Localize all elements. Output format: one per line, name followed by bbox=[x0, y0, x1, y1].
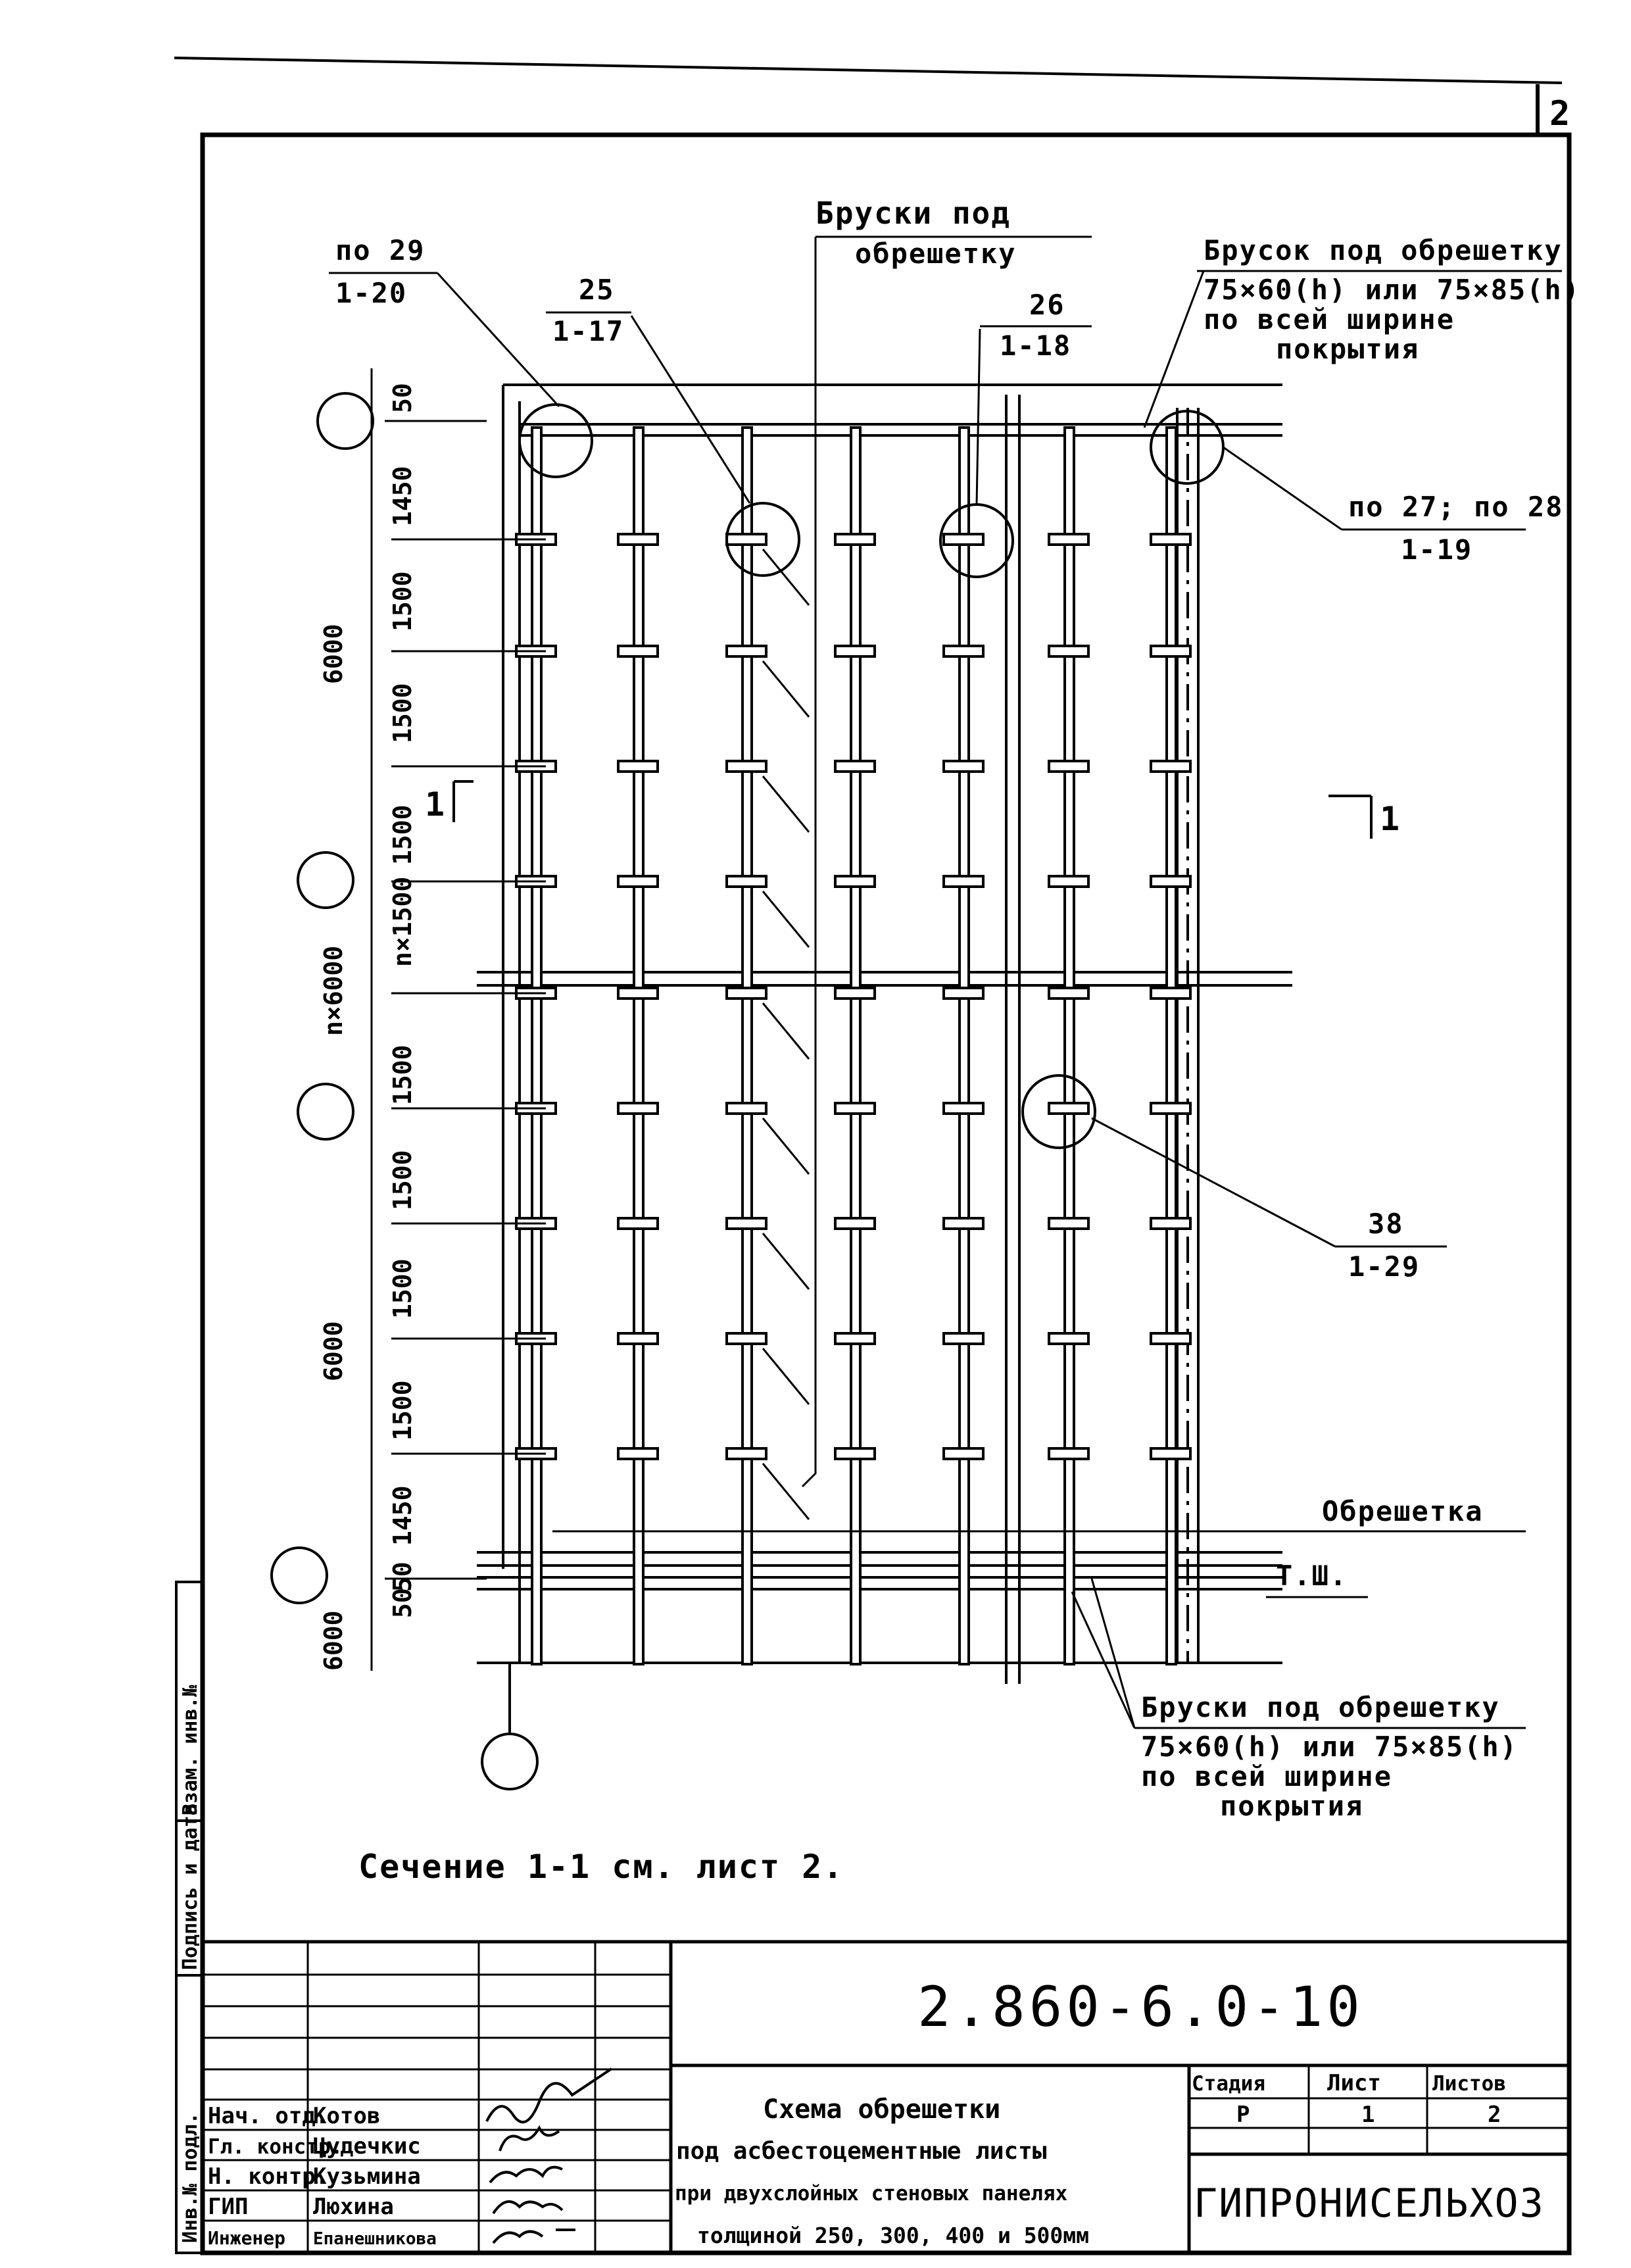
rafter-6 bbox=[1167, 428, 1176, 1664]
dim-label-6: 1500 bbox=[388, 1045, 417, 1105]
dim-label-8: 1500 bbox=[388, 1258, 417, 1319]
batten-stub-1-1 bbox=[618, 646, 658, 656]
role-gl-konstr: Гл. констр. bbox=[208, 2135, 343, 2159]
batten-stub-4-3 bbox=[835, 988, 875, 998]
role-gip: ГИП bbox=[208, 2194, 249, 2220]
label-bruski-pod-sub: обрешетку bbox=[855, 237, 1017, 270]
rafter-4 bbox=[960, 428, 969, 1664]
batten-stub-6-2 bbox=[727, 1218, 766, 1229]
callout-c5-num: 38 bbox=[1368, 1208, 1404, 1240]
batten-stub-8-5 bbox=[1049, 1448, 1088, 1459]
batten-stub-5-6 bbox=[1151, 1103, 1190, 1114]
dim-label-5: n×1500 bbox=[388, 876, 417, 967]
role-inzhener: Инженер bbox=[208, 2227, 286, 2249]
dim-label-2: 1500 bbox=[388, 571, 417, 631]
dim-left-label-1: n×6000 bbox=[319, 945, 348, 1036]
batten-stub-6-1 bbox=[618, 1218, 658, 1229]
batten-stub-7-6 bbox=[1151, 1333, 1190, 1344]
batten-stub-3-6 bbox=[1151, 876, 1190, 887]
leader-c1 bbox=[437, 273, 559, 407]
sheet-frame bbox=[174, 58, 1569, 2253]
callout-c1 bbox=[329, 234, 437, 309]
rafter-5 bbox=[1065, 428, 1074, 1664]
stage-header: Стадия bbox=[1192, 2072, 1265, 2096]
section-mark-left bbox=[425, 781, 474, 824]
label-bruski-bottom-line3: по всей ширине bbox=[1141, 1760, 1393, 1792]
label-bruski-bottom-line2: 75×60(h) или 75×85(h) bbox=[1141, 1731, 1519, 1763]
batten-stub-1-5 bbox=[1049, 646, 1088, 656]
batten-stub-8-4 bbox=[944, 1448, 983, 1459]
sheet-value: 1 bbox=[1361, 2102, 1375, 2128]
detail-circle-0 bbox=[520, 405, 592, 477]
leader-c5 bbox=[1092, 1118, 1335, 1246]
dim-label-1: 1450 bbox=[388, 466, 417, 526]
label-brusok-top bbox=[1197, 234, 1580, 365]
signatures bbox=[487, 2069, 612, 2243]
stage-value: Р bbox=[1236, 2102, 1250, 2128]
role-nach-otd: Нач. отд. bbox=[208, 2103, 329, 2129]
name-lyukhina: Люхина bbox=[313, 2194, 394, 2220]
dim-label-3: 1500 bbox=[388, 683, 417, 743]
leader-brusok bbox=[1144, 271, 1204, 428]
batten-stub-4-5 bbox=[1049, 988, 1088, 998]
batten-stub-0-3 bbox=[835, 534, 875, 545]
name-kotov: Котов bbox=[313, 2103, 381, 2129]
title-line-1: Схема обрешетки bbox=[763, 2094, 1001, 2125]
batten-stub-1-4 bbox=[944, 646, 983, 656]
batten-purlins bbox=[516, 428, 1190, 1664]
callout-c4-num: по 27; по 28 bbox=[1348, 491, 1564, 523]
batten-stub-7-2 bbox=[727, 1333, 766, 1344]
batten-stub-2-6 bbox=[1151, 761, 1190, 772]
name-tsudechkis: Цудечкис bbox=[313, 2133, 421, 2159]
title-block-signatories bbox=[208, 2103, 437, 2249]
label-brusok-line3: по всей ширине bbox=[1204, 303, 1455, 335]
batten-stub-0-6 bbox=[1151, 534, 1190, 545]
callout-c3 bbox=[980, 289, 1092, 362]
title-line-3: при двухслойных стеновых панелях bbox=[675, 2182, 1068, 2206]
label-brusok-line1: Брусок под обрешетку bbox=[1204, 234, 1563, 266]
sheets-header: Листов bbox=[1432, 2072, 1506, 2096]
batten-stub-8-2 bbox=[727, 1448, 766, 1459]
batten-stub-4-6 bbox=[1151, 988, 1190, 998]
label-bruski-bottom-line4: покрытия bbox=[1220, 1790, 1364, 1822]
batten-stub-5-4 bbox=[944, 1103, 983, 1114]
rafter-0 bbox=[532, 428, 541, 1664]
batten-stub-5-1 bbox=[618, 1103, 658, 1114]
batten-stub-7-1 bbox=[618, 1333, 658, 1344]
axis-circle-1 bbox=[298, 852, 353, 908]
dim-label-9: 1500 bbox=[388, 1380, 417, 1441]
batten-stub-0-4 bbox=[944, 534, 983, 545]
callout-c1-den: 1-20 bbox=[335, 277, 408, 309]
batten-stub-0-1 bbox=[618, 534, 658, 545]
callout-c2 bbox=[546, 274, 631, 347]
leader-branch-6 bbox=[763, 1233, 809, 1289]
dimension-labels bbox=[319, 383, 417, 1671]
dim-label-7: 1500 bbox=[388, 1150, 417, 1210]
batten-stub-3-4 bbox=[944, 876, 983, 887]
title-block-code: 2.860-6.0-10 bbox=[917, 1975, 1364, 2039]
batten-stub-2-5 bbox=[1049, 761, 1088, 772]
batten-stub-7-5 bbox=[1049, 1333, 1088, 1344]
label-brusok-line2: 75×60(h) или 75×85(h) bbox=[1204, 274, 1581, 306]
leader-c3 bbox=[977, 329, 980, 505]
batten-stub-4-4 bbox=[944, 988, 983, 998]
label-bruski-bottom bbox=[1134, 1691, 1526, 1822]
callout-c2-den: 1-17 bbox=[552, 315, 625, 347]
batten-stub-0-5 bbox=[1049, 534, 1088, 545]
leader-branch-4 bbox=[763, 1003, 809, 1059]
axis-circle-0 bbox=[318, 393, 373, 449]
batten-stub-2-1 bbox=[618, 761, 658, 772]
batten-stub-1-3 bbox=[835, 646, 875, 656]
batten-stub-6-6 bbox=[1151, 1218, 1190, 1229]
batten-stub-3-3 bbox=[835, 876, 875, 887]
callout-c5 bbox=[1335, 1208, 1447, 1283]
dim-left-label-3: 6000 bbox=[319, 1610, 348, 1671]
sheet-header: Лист bbox=[1327, 2070, 1381, 2096]
batten-stub-1-2 bbox=[727, 646, 766, 656]
leader-bottom-1 bbox=[1072, 1592, 1134, 1728]
batten-stub-5-5 bbox=[1049, 1103, 1088, 1114]
batten-stub-6-5 bbox=[1049, 1218, 1088, 1229]
rafter-3 bbox=[851, 428, 860, 1664]
batten-stub-5-2 bbox=[727, 1103, 766, 1114]
batten-stub-1-6 bbox=[1151, 646, 1190, 656]
side-stamp-vzam: Взам. инв.№ bbox=[179, 1685, 202, 1815]
section-note: Сечение 1-1 см. лист 2. bbox=[358, 1848, 844, 1886]
section-mark-left-num: 1 bbox=[425, 785, 447, 824]
leader-branch-3 bbox=[763, 891, 809, 947]
callout-c4 bbox=[1342, 491, 1563, 566]
leader-branch-5 bbox=[763, 1118, 809, 1174]
callout-c5-den: 1-29 bbox=[1348, 1250, 1421, 1283]
sheet-corner-number: 2 bbox=[1549, 94, 1570, 134]
title-line-4: толщиной 250, 300, 400 и 500мм bbox=[697, 2223, 1090, 2248]
batten-stub-2-3 bbox=[835, 761, 875, 772]
label-bruski-pod-title: Бруски под bbox=[816, 195, 1011, 231]
name-epaneshnikova: Епанешникова bbox=[313, 2229, 437, 2249]
dim-label-11: 50 bbox=[388, 1562, 417, 1592]
label-bruski-pod bbox=[816, 195, 1092, 270]
leader-branch-8 bbox=[763, 1464, 809, 1519]
leader-branch-2 bbox=[763, 776, 809, 832]
batten-stub-8-3 bbox=[835, 1448, 875, 1459]
role-n-kontr: Н. контр. bbox=[208, 2163, 329, 2190]
organization-name: ГИПРОНИСЕЛЬХОЗ bbox=[1194, 2181, 1545, 2227]
axis-circle-3 bbox=[272, 1548, 327, 1603]
batten-stub-2-4 bbox=[944, 761, 983, 772]
batten-stub-3-5 bbox=[1049, 876, 1088, 887]
leader-bottom-2 bbox=[1092, 1579, 1134, 1728]
dim-label-0: 50 bbox=[388, 383, 417, 413]
dim-label-10: 1450 bbox=[388, 1485, 417, 1546]
batten-stub-3-1 bbox=[618, 876, 658, 887]
leader-c4 bbox=[1223, 447, 1342, 530]
leader-branch-0 bbox=[763, 549, 809, 605]
leader-lines bbox=[437, 237, 1342, 1728]
batten-stub-8-1 bbox=[618, 1448, 658, 1459]
leader-c2 bbox=[631, 316, 750, 503]
callout-c4-den: 1-19 bbox=[1401, 533, 1473, 566]
dim-label-12: 50 bbox=[388, 1588, 417, 1618]
batten-stub-8-6 bbox=[1151, 1448, 1190, 1459]
batten-stub-0-2 bbox=[727, 534, 766, 545]
section-mark-right-num: 1 bbox=[1380, 800, 1401, 838]
side-stamp-inv-podl: Инв.№ подл. bbox=[179, 2112, 202, 2243]
sheets-value: 2 bbox=[1488, 2102, 1501, 2128]
axis-circle-2 bbox=[298, 1084, 353, 1139]
label-brusok-line4: покрытия bbox=[1276, 333, 1420, 365]
name-kuzmina: Кузьмина bbox=[313, 2163, 421, 2190]
leader-branch-1 bbox=[763, 661, 809, 717]
callout-c1-num: по 29 bbox=[335, 234, 426, 266]
dim-label-4: 1500 bbox=[388, 804, 417, 865]
batten-stub-4-1 bbox=[618, 988, 658, 998]
dim-left-label-2: 6000 bbox=[319, 1321, 348, 1381]
batten-stub-7-3 bbox=[835, 1333, 875, 1344]
label-obreshetka-group bbox=[552, 1495, 1526, 1597]
section-mark-right bbox=[1328, 796, 1401, 839]
label-bruski-bottom-line1: Бруски под обрешетку bbox=[1141, 1691, 1500, 1723]
rafter-2 bbox=[742, 428, 752, 1664]
title-line-2: под асбестоцементные листы bbox=[676, 2138, 1047, 2165]
title-block-drawing-title bbox=[675, 2094, 1089, 2248]
callout-c2-num: 25 bbox=[579, 274, 615, 306]
callout-c3-den: 1-18 bbox=[1000, 330, 1072, 362]
batten-stub-5-3 bbox=[835, 1103, 875, 1114]
side-stamp-podpis: Подпись и дата bbox=[179, 1804, 202, 1970]
batten-stub-3-2 bbox=[727, 876, 766, 887]
label-tsh: Т.Ш. bbox=[1276, 1560, 1348, 1592]
axis-circle-4 bbox=[482, 1734, 537, 1789]
leader-branch-7 bbox=[763, 1348, 809, 1404]
callout-c3-num: 26 bbox=[1029, 289, 1065, 321]
rafter-1 bbox=[634, 428, 643, 1664]
label-obreshetka: Обрешетка bbox=[1322, 1495, 1484, 1527]
batten-stub-6-4 bbox=[944, 1218, 983, 1229]
batten-stub-7-4 bbox=[944, 1333, 983, 1344]
dim-left-label-0: 6000 bbox=[319, 624, 348, 684]
batten-stub-6-3 bbox=[835, 1218, 875, 1229]
batten-stub-2-2 bbox=[727, 761, 766, 772]
batten-stub-4-2 bbox=[727, 988, 766, 998]
